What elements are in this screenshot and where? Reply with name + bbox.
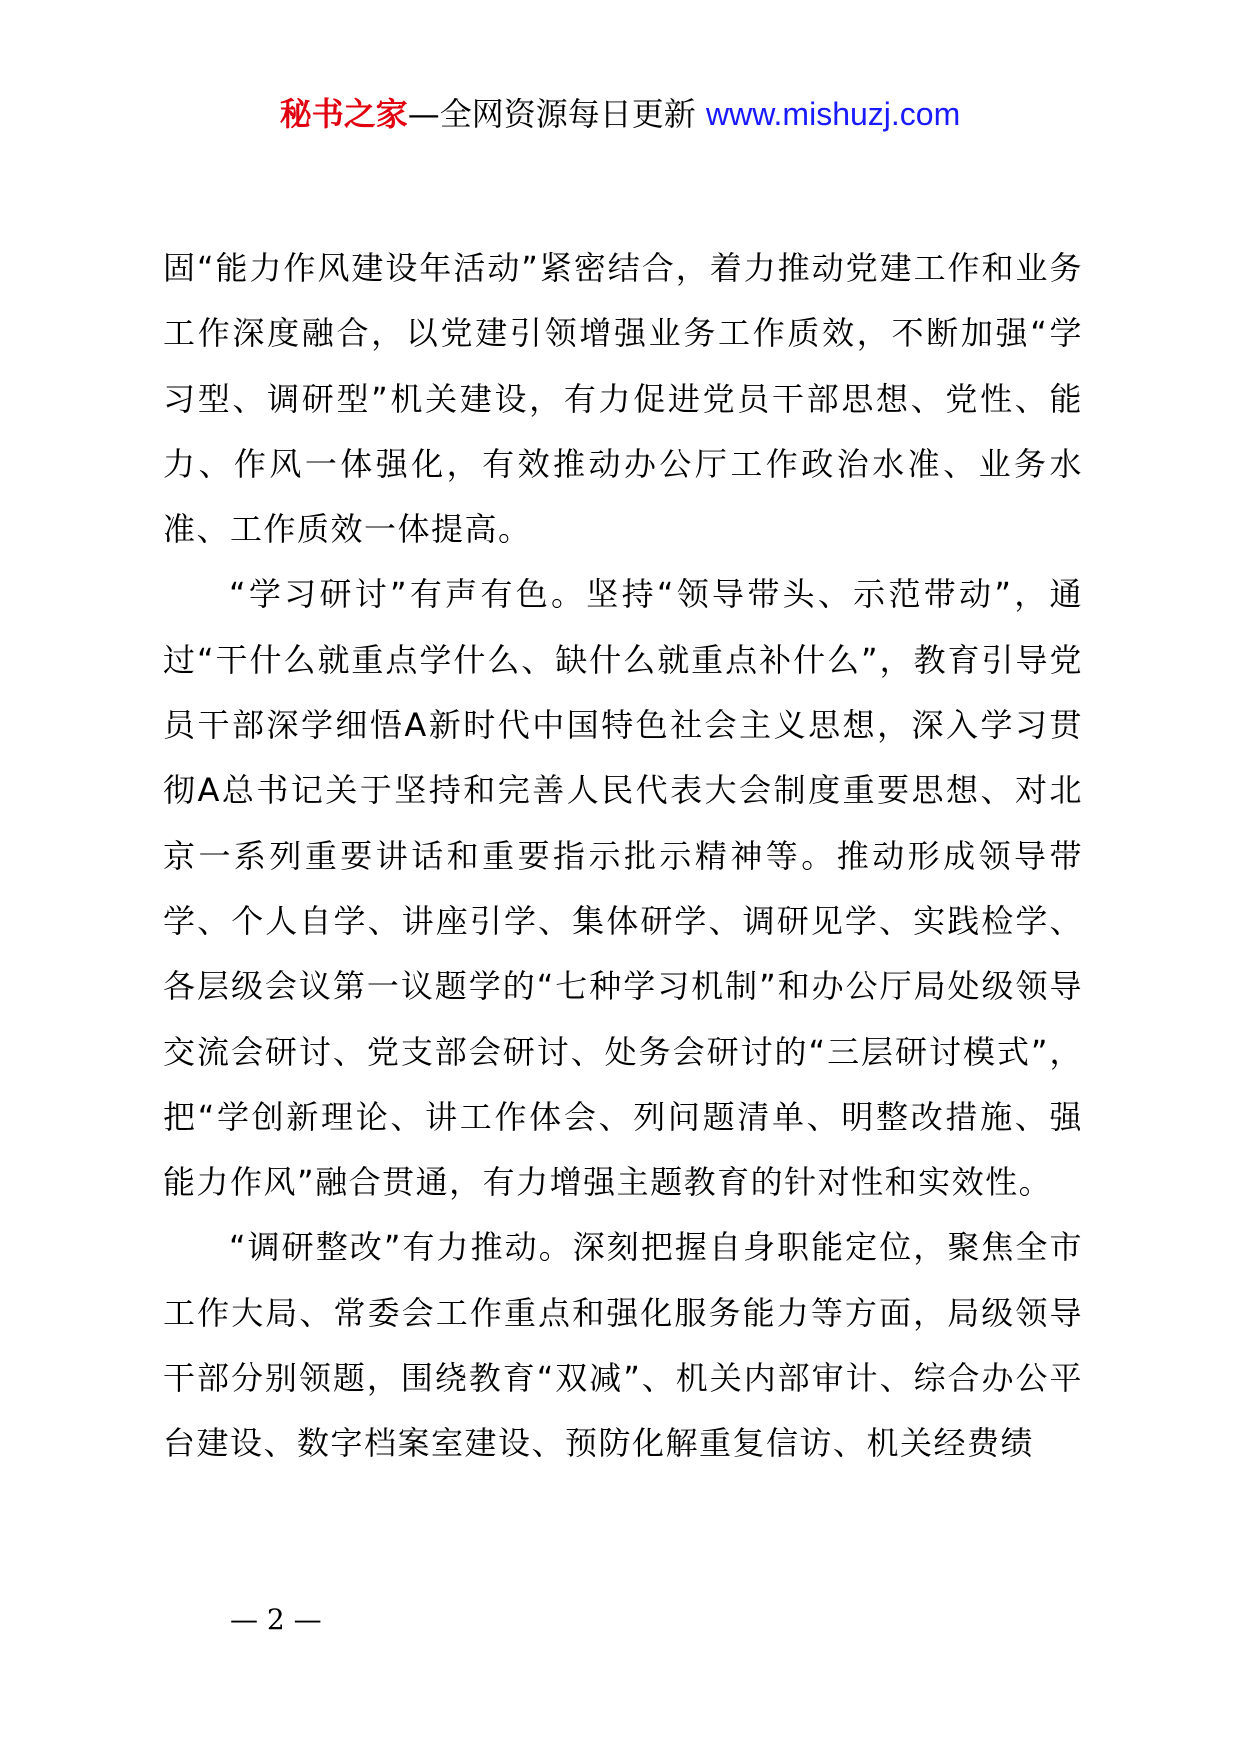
paragraph-study-discussion: “学习研讨”有声有色。坚持“领导带头、示范带动”，通过“干什么就重点学什么、缺什么就重点补什么”，教育引导党员干部深学细悟A新时代中国特色社会主义思想，深入学习贯彻A总书记关于坚持和完善人民代表大会制度重要思想、对北京一系列重要讲话和重要指示批示精神等。推动形成领导带学、个人自学、讲座引学、集体研学、调研见学、实践检学、各层级会议第一议题学的“七种学习机制”和办公厅局处级领导交流会研讨、党支部会研讨、处务会研讨的“三层研讨模式”，把“学创新理论、讲工作体会、列问题清单、明整改措施、强能力作风”融合贯通，有力增强主题教育的针对性和实效性。	[163, 575, 1083, 1202]
document-body	[163, 236, 1083, 1477]
paragraph-research-rectification: “调研整改”有力推动。深刻把握自身职能定位，聚焦全市工作大局、常委会工作重点和强化服务能力等方面，局级领导干部分别领题，围绕教育“双减”、机关内部审计、综合办公平台建设、数字档案室建设、预防化解重复信访、机关经费绩	[163, 1228, 1083, 1463]
site-url-link[interactable]: www.mishuzj.com	[705, 96, 961, 132]
header-tagline: —全网资源每日更新	[407, 95, 706, 133]
site-header	[0, 92, 1240, 136]
brand-name: 秘书之家	[279, 95, 408, 133]
paragraph-continued: 固“能力作风建设年活动”紧密结合，着力推动党建工作和业务工作深度融合，以党建引领增强业务工作质效，不断加强“学习型、调研型”机关建设，有力促进党员干部思想、党性、能力、作风一体强化，有效推动办公厅工作政治水准、业务水准、工作质效一体提高。	[163, 249, 1083, 549]
page-number: — 2 —	[230, 1603, 322, 1636]
